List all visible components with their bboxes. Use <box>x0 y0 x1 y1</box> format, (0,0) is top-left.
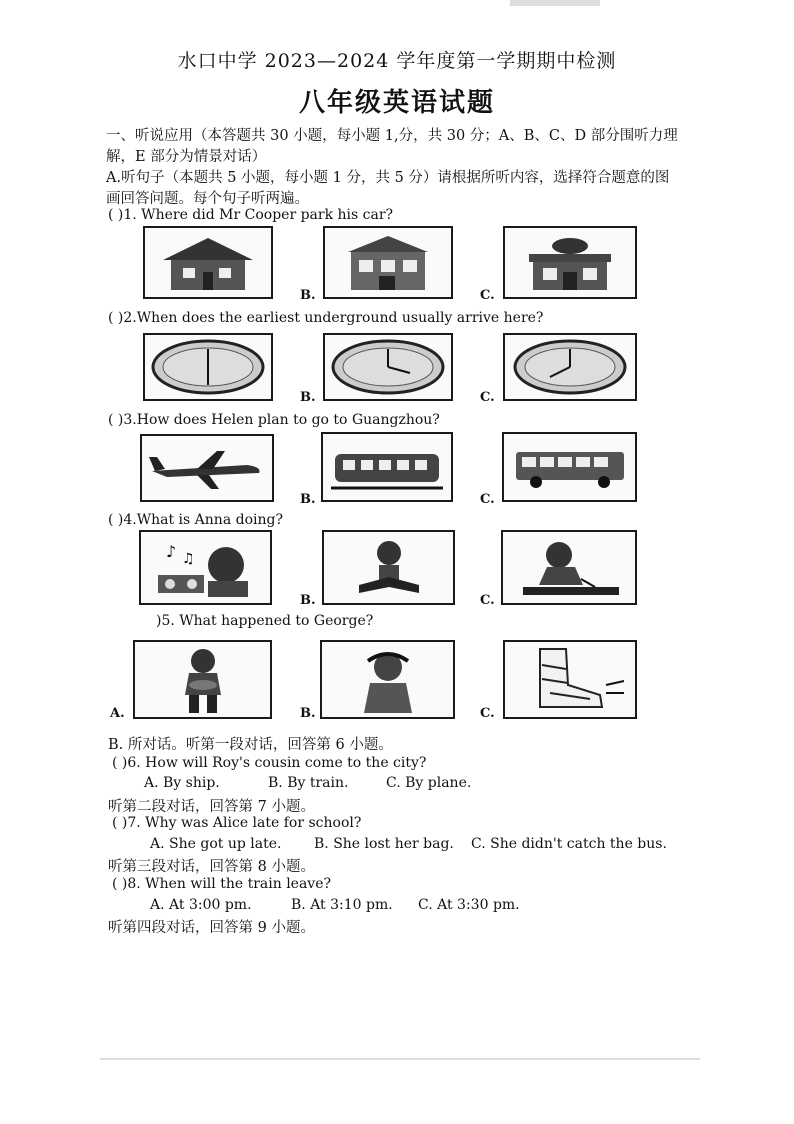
headache-icon <box>320 640 455 719</box>
partB-heading: B. 所对话。听第一段对话，回答第 6 小题。 <box>108 737 393 753</box>
q7-option-c: C. She didn't catch the bus. <box>471 836 667 852</box>
plane-icon <box>140 434 274 502</box>
reading-icon <box>322 530 455 605</box>
option-letter-c: C. <box>480 492 495 507</box>
dialogue-3-heading: 听第三段对话，回答第 8 小题。 <box>108 859 315 875</box>
svg-text:♫: ♫ <box>181 550 195 567</box>
scan-edge-line <box>100 1058 700 1060</box>
scan-mark <box>510 0 600 6</box>
q6-option-a: A. By ship. <box>144 775 220 791</box>
option-letter-c: C. <box>480 390 495 405</box>
question-5: )5. What happened to George? <box>156 613 374 629</box>
partA-line2: 画回答问题。每个句子听两遍。 <box>106 191 309 207</box>
option-letter-b: B. <box>300 288 316 303</box>
question-3: ( )3.How does Helen plan to go to Guangzhou? <box>108 412 440 428</box>
q8-option-c: C. At 3:30 pm. <box>418 897 520 913</box>
q8-option-a: A. At 3:00 pm. <box>150 897 252 913</box>
writing-icon <box>501 530 637 605</box>
option-letter-c: C. <box>480 593 495 608</box>
music-icon <box>139 530 272 605</box>
clock-icon <box>323 333 453 401</box>
clock-icon <box>503 333 637 401</box>
exam-title: 水口中学 2023—2024 学年度第一学期期中检测 <box>177 50 617 72</box>
question-8: ( )8. When will the train leave? <box>112 876 332 892</box>
dialogue-2-heading: 听第二段对话，回答第 7 小题。 <box>108 799 315 815</box>
option-letter-a: A. <box>110 706 125 721</box>
dialogue-4-heading: 听第四段对话，回答第 9 小题。 <box>108 920 315 936</box>
question-7: ( )7. Why was Alice late for school? <box>112 815 362 831</box>
exam-subtitle: 八年级英语试题 <box>298 88 495 118</box>
q8-option-b: B. At 3:10 pm. <box>291 897 393 913</box>
bus-icon <box>502 432 637 502</box>
q7-option-b: B. She lost her bag. <box>314 836 454 852</box>
q7-option-a: A. She got up late. <box>150 836 282 852</box>
train-icon <box>321 432 453 502</box>
option-letter-b: B. <box>300 492 316 507</box>
question-1: ( )1. Where did Mr Cooper park his car? <box>108 207 394 223</box>
question-6: ( )6. How will Roy's cousin come to the city? <box>112 755 427 771</box>
section-intro-line2: 解，E 部分为情景对话） <box>106 149 267 165</box>
option-letter-c: C. <box>480 288 495 303</box>
svg-text:♪: ♪ <box>165 541 176 561</box>
house-icon <box>143 226 273 299</box>
partA-line1: A.听句子（本题共 5 小题，每小题 1 分，共 5 分）请根据所听内容，选择符合题意的图 <box>106 170 670 186</box>
option-letter-c: C. <box>480 706 495 721</box>
question-4: ( )4.What is Anna doing? <box>108 512 283 528</box>
q6-option-b: B. By train. <box>268 775 349 791</box>
q6-option-c: C. By plane. <box>386 775 472 791</box>
foot-injury-icon <box>503 640 637 719</box>
stomachache-icon <box>133 640 272 719</box>
restaurant-icon <box>503 226 637 299</box>
clock-icon <box>143 333 273 401</box>
option-letter-b: B. <box>300 593 316 608</box>
option-letter-b: B. <box>300 706 316 721</box>
question-2: ( )2.When does the earliest underground usually arrive here? <box>108 310 544 326</box>
shop-building-icon <box>323 226 453 299</box>
option-letter-b: B. <box>300 390 316 405</box>
section-intro-line1: 一、听说应用（本答题共 30 小题，每小题 1,分，共 30 分；A、B、C、D 部分围听力理 <box>106 128 678 144</box>
